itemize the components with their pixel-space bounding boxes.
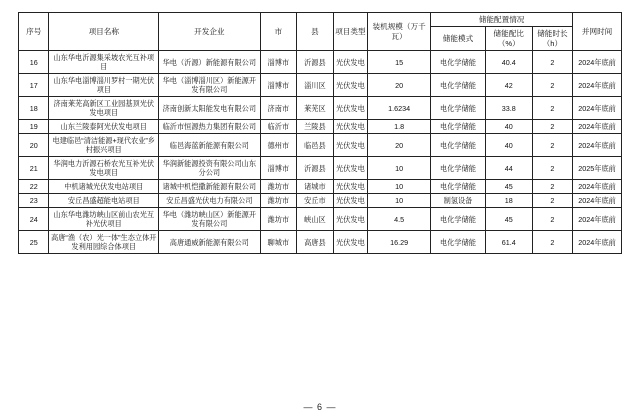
cell-storage-ratio: 40 xyxy=(485,120,532,134)
cell-grid-time: 2024年底前 xyxy=(573,194,622,208)
cell-storage-ratio: 45 xyxy=(485,208,532,231)
page-number: — 6 — xyxy=(303,402,337,412)
header-developer: 开发企业 xyxy=(159,13,261,51)
table-row xyxy=(19,120,622,134)
cell-grid-time: 2024年底前 xyxy=(573,51,622,74)
cell-city: 济南市 xyxy=(260,97,297,120)
header-storage-group: 储能配置情况 xyxy=(431,13,573,27)
cell-storage-ratio: 42 xyxy=(485,74,532,97)
cell-storage-mode: 电化学储能 xyxy=(431,157,486,180)
cell-scale: 20 xyxy=(368,74,431,97)
cell-project-name: 安丘昌盛超能电站项目 xyxy=(49,194,159,208)
cell-scale: 10 xyxy=(368,194,431,208)
cell-city: 聊城市 xyxy=(260,231,297,254)
header-city: 市 xyxy=(260,13,297,51)
cell-project-type: 光伏发电 xyxy=(333,157,368,180)
cell-city: 淄博市 xyxy=(260,51,297,74)
cell-county: 安丘市 xyxy=(297,194,334,208)
cell-storage-mode: 电化学储能 xyxy=(431,97,486,120)
cell-scale: 4.5 xyxy=(368,208,431,231)
cell-project-name: 华润电力沂源石桥农光互补光伏发电项目 xyxy=(49,157,159,180)
cell-grid-time: 2024年底前 xyxy=(573,231,622,254)
cell-storage-hours: 2 xyxy=(532,74,573,97)
table-row xyxy=(19,180,622,194)
table-row xyxy=(19,134,622,157)
cell-scale: 20 xyxy=(368,134,431,157)
cell-project-name: 山东华电淄博淄川罗村一期光伏项目 xyxy=(49,74,159,97)
cell-project-type: 光伏发电 xyxy=(333,231,368,254)
cell-city: 临沂市 xyxy=(260,120,297,134)
cell-scale: 1.8 xyxy=(368,120,431,134)
cell-county: 兰陵县 xyxy=(297,120,334,134)
cell-storage-hours: 2 xyxy=(532,157,573,180)
cell-grid-time: 2024年底前 xyxy=(573,120,622,134)
cell-project-name: 山东兰陵泰阿光伏发电项目 xyxy=(49,120,159,134)
cell-storage-mode: 电化学储能 xyxy=(431,231,486,254)
cell-county: 莱芜区 xyxy=(297,97,334,120)
cell-index: 21 xyxy=(19,157,49,180)
cell-index: 23 xyxy=(19,194,49,208)
cell-project-type: 光伏发电 xyxy=(333,208,368,231)
header-project-type: 项目类型 xyxy=(333,13,368,51)
cell-project-type: 光伏发电 xyxy=(333,74,368,97)
cell-city: 潍坊市 xyxy=(260,194,297,208)
cell-index: 19 xyxy=(19,120,49,134)
cell-project-type: 光伏发电 xyxy=(333,97,368,120)
cell-storage-mode: 电化学储能 xyxy=(431,51,486,74)
cell-storage-hours: 2 xyxy=(532,231,573,254)
table-row xyxy=(19,74,622,97)
cell-storage-ratio: 33.8 xyxy=(485,97,532,120)
cell-city: 潍坊市 xyxy=(260,208,297,231)
cell-storage-hours: 2 xyxy=(532,208,573,231)
header-storage-ratio: 储能配比（%） xyxy=(485,27,532,51)
table-row xyxy=(19,231,622,254)
cell-storage-mode: 电化学储能 xyxy=(431,74,486,97)
table-row xyxy=(19,51,622,74)
cell-grid-time: 2024年底前 xyxy=(573,208,622,231)
cell-county: 淄川区 xyxy=(297,74,334,97)
project-table xyxy=(18,12,622,254)
cell-index: 24 xyxy=(19,208,49,231)
cell-index: 22 xyxy=(19,180,49,194)
cell-developer: 临邑海蓝新能源有限公司 xyxy=(159,134,261,157)
table-row xyxy=(19,157,622,180)
cell-storage-ratio: 18 xyxy=(485,194,532,208)
cell-grid-time: 2024年底前 xyxy=(573,97,622,120)
cell-storage-mode: 电化学储能 xyxy=(431,180,486,194)
cell-storage-ratio: 40.4 xyxy=(485,51,532,74)
cell-developer: 华电（潍坊峡山区）新能源开发有限公司 xyxy=(159,208,261,231)
cell-storage-mode: 电化学储能 xyxy=(431,134,486,157)
cell-developer: 华润新能源投资有限公司山东分公司 xyxy=(159,157,261,180)
cell-storage-mode: 电化学储能 xyxy=(431,120,486,134)
cell-developer: 济南创新太阳能发电有限公司 xyxy=(159,97,261,120)
cell-county: 诸城市 xyxy=(297,180,334,194)
cell-city: 德州市 xyxy=(260,134,297,157)
cell-scale: 1.6234 xyxy=(368,97,431,120)
cell-storage-hours: 2 xyxy=(532,120,573,134)
cell-project-type: 光伏发电 xyxy=(333,120,368,134)
cell-project-type: 光伏发电 xyxy=(333,134,368,157)
cell-storage-hours: 2 xyxy=(532,51,573,74)
cell-index: 16 xyxy=(19,51,49,74)
table-row xyxy=(19,194,622,208)
cell-grid-time: 2024年底前 xyxy=(573,134,622,157)
cell-county: 峡山区 xyxy=(297,208,334,231)
cell-grid-time: 2024年底前 xyxy=(573,74,622,97)
cell-storage-ratio: 61.4 xyxy=(485,231,532,254)
cell-storage-hours: 2 xyxy=(532,134,573,157)
cell-developer: 安丘昌盛光伏电力有限公司 xyxy=(159,194,261,208)
cell-county: 高唐县 xyxy=(297,231,334,254)
cell-developer: 诸城中机恺撒新能源有限公司 xyxy=(159,180,261,194)
cell-storage-hours: 2 xyxy=(532,180,573,194)
cell-index: 20 xyxy=(19,134,49,157)
cell-project-type: 光伏发电 xyxy=(333,51,368,74)
cell-storage-ratio: 44 xyxy=(485,157,532,180)
cell-grid-time: 2025年底前 xyxy=(573,157,622,180)
table-body xyxy=(19,51,622,254)
header-storage-hours: 储能时长（h） xyxy=(532,27,573,51)
cell-index: 18 xyxy=(19,97,49,120)
cell-county: 沂源县 xyxy=(297,157,334,180)
cell-index: 25 xyxy=(19,231,49,254)
header-index: 序号 xyxy=(19,13,49,51)
header-storage-mode: 储能模式 xyxy=(431,27,486,51)
cell-storage-hours: 2 xyxy=(532,97,573,120)
table-header-row-1 xyxy=(19,13,622,27)
cell-project-type: 光伏发电 xyxy=(333,194,368,208)
cell-scale: 10 xyxy=(368,180,431,194)
cell-project-type: 光伏发电 xyxy=(333,180,368,194)
cell-storage-ratio: 45 xyxy=(485,180,532,194)
cell-project-name: 高唐“渔（农）光一体”生态立体开发利用园综合体项目 xyxy=(49,231,159,254)
cell-project-name: 中机诸城光伏发电站项目 xyxy=(49,180,159,194)
cell-city: 淄博市 xyxy=(260,74,297,97)
cell-storage-hours: 2 xyxy=(532,194,573,208)
cell-storage-mode: 制氢设备 xyxy=(431,194,486,208)
table-row xyxy=(19,208,622,231)
cell-project-name: 山东华电潍坊峡山区前山农光互补光伏项目 xyxy=(49,208,159,231)
cell-city: 淄博市 xyxy=(260,157,297,180)
table-row xyxy=(19,97,622,120)
cell-developer: 高唐通威新能源有限公司 xyxy=(159,231,261,254)
cell-project-name: 山东华电沂源集采坡农光互补项目 xyxy=(49,51,159,74)
cell-developer: 临沂市恒源热力集团有限公司 xyxy=(159,120,261,134)
cell-county: 沂源县 xyxy=(297,51,334,74)
cell-developer: 华电（淄博淄川区）新能源开发有限公司 xyxy=(159,74,261,97)
cell-project-name: 济南莱芜高新区工业园基顶光伏发电项目 xyxy=(49,97,159,120)
table-header xyxy=(19,13,622,51)
cell-storage-ratio: 40 xyxy=(485,134,532,157)
header-county: 县 xyxy=(297,13,334,51)
cell-scale: 15 xyxy=(368,51,431,74)
header-project-name: 项目名称 xyxy=(49,13,159,51)
header-scale: 装机规模（万千瓦） xyxy=(368,13,431,51)
cell-city: 潍坊市 xyxy=(260,180,297,194)
cell-storage-mode: 电化学储能 xyxy=(431,208,486,231)
cell-scale: 10 xyxy=(368,157,431,180)
header-grid-time: 并网时间 xyxy=(573,13,622,51)
cell-index: 17 xyxy=(19,74,49,97)
cell-county: 临邑县 xyxy=(297,134,334,157)
cell-project-name: 电建临邑“清洁能源+现代农业”乡村振兴项目 xyxy=(49,134,159,157)
cell-scale: 16.29 xyxy=(368,231,431,254)
cell-grid-time: 2024年底前 xyxy=(573,180,622,194)
cell-developer: 华电（沂源）新能源有限公司 xyxy=(159,51,261,74)
